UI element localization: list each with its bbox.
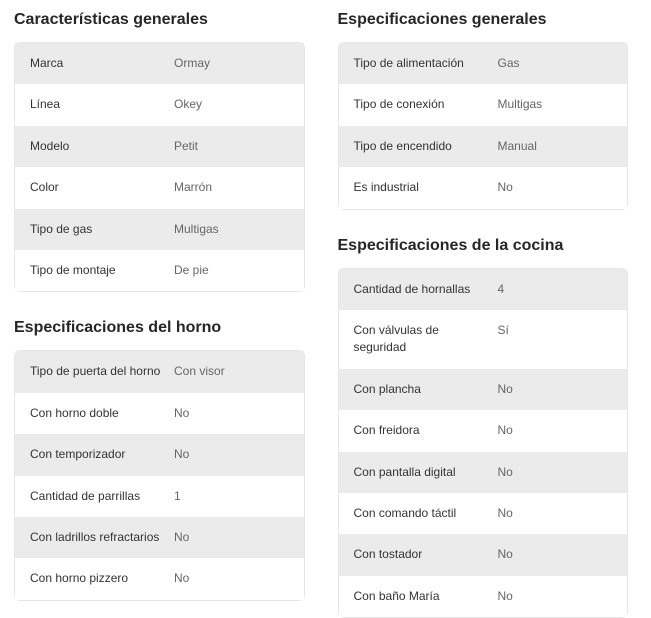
spec-label: Con horno doble: [30, 405, 119, 420]
spec-value: No: [497, 547, 513, 562]
right-column: [337, 10, 629, 603]
spec-row: [339, 410, 628, 451]
spec-value: Sí: [497, 322, 509, 337]
spec-value: No: [174, 571, 190, 586]
section-title: Especificaciones generales: [337, 11, 547, 28]
spec-row: [339, 576, 628, 617]
section-title: Especificaciones de la cocina: [337, 236, 564, 254]
spec-value: No: [174, 447, 190, 462]
spec-row: [15, 84, 304, 125]
section-especificaciones-horno: [14, 318, 305, 600]
spec-label: Con baño María: [353, 588, 440, 603]
spec-value: Manual: [497, 138, 537, 153]
spec-value: No: [174, 405, 190, 420]
spec-value: No: [497, 423, 513, 438]
spec-label: Con ladrillos refractarios: [30, 529, 160, 544]
spec-row: [339, 126, 628, 167]
spec-row: [15, 209, 304, 250]
spec-label: Tipo de gas: [30, 221, 93, 236]
spec-value: 1: [174, 488, 181, 503]
spec-row: [15, 517, 304, 558]
spec-label: Con comando táctil: [353, 505, 457, 520]
spec-label: Tipo de alimentación: [353, 56, 464, 70]
spec-value: No: [497, 180, 513, 195]
spec-row: [339, 369, 628, 410]
spec-value: 4: [497, 281, 505, 296]
spec-row: [15, 250, 304, 291]
spec-label: Con plancha: [353, 381, 421, 396]
spec-row: [15, 434, 304, 475]
spec-label: Tipo de puerta del horno: [30, 364, 161, 379]
section-especificaciones-generales: [338, 10, 629, 210]
spec-value: Marrón: [174, 180, 213, 195]
spec-value: No: [497, 464, 513, 479]
spec-value: No: [497, 588, 513, 603]
spec-table: [338, 268, 629, 618]
spec-row: [339, 269, 628, 310]
spec-value: Multigas: [174, 221, 219, 236]
spec-value: Con visor: [174, 364, 225, 379]
spec-label: Con freidora: [353, 423, 420, 438]
spec-value: Okey: [174, 97, 203, 112]
spec-label: Con tostador: [353, 547, 423, 562]
spec-row: [15, 351, 304, 392]
spec-row: [15, 43, 304, 84]
spec-value: De pie: [174, 262, 209, 277]
spec-value: Ormay: [174, 56, 210, 70]
spec-row: [339, 452, 628, 493]
section-especificaciones-cocina: [338, 236, 629, 618]
spec-label: Con temporizador: [30, 447, 126, 462]
spec-value: Gas: [497, 56, 520, 70]
spec-row: [15, 393, 304, 434]
spec-table: [14, 350, 305, 600]
left-column: [14, 10, 305, 586]
spec-value: Multigas: [497, 97, 543, 112]
spec-row: [15, 476, 304, 517]
spec-label: Con horno pizzero: [30, 571, 129, 586]
spec-label: Es industrial: [353, 180, 419, 195]
spec-row: [15, 558, 304, 599]
section-caracteristicas-generales: [14, 10, 305, 292]
spec-label: Con válvulas de seguridad: [353, 322, 439, 355]
spec-row: [339, 534, 628, 575]
spec-label: Marca: [30, 56, 64, 70]
spec-value: Petit: [174, 138, 199, 153]
spec-value: No: [497, 505, 513, 520]
spec-row: [15, 126, 304, 167]
spec-label: Cantidad de parrillas: [30, 488, 141, 503]
spec-label: Cantidad de hornallas: [353, 281, 471, 296]
spec-label: Con pantalla digital: [353, 464, 456, 479]
spec-row: [15, 167, 304, 208]
section-title: Características generales: [14, 11, 208, 28]
spec-row: [339, 493, 628, 534]
spec-label: Línea: [30, 97, 61, 112]
spec-label: Tipo de conexión: [353, 97, 445, 112]
spec-label: Tipo de montaje: [30, 262, 116, 277]
spec-value: No: [497, 381, 513, 396]
spec-table: [338, 42, 629, 210]
spec-table: [14, 42, 305, 292]
spec-label: Modelo: [30, 138, 70, 153]
spec-label: Tipo de encendido: [353, 138, 452, 153]
spec-row: [339, 310, 628, 369]
section-title: Especificaciones del horno: [14, 319, 222, 337]
spec-value: No: [174, 529, 190, 544]
spec-label: Color: [30, 180, 59, 195]
spec-row: [339, 43, 628, 84]
spec-row: [339, 167, 628, 208]
spec-row: [339, 84, 628, 125]
